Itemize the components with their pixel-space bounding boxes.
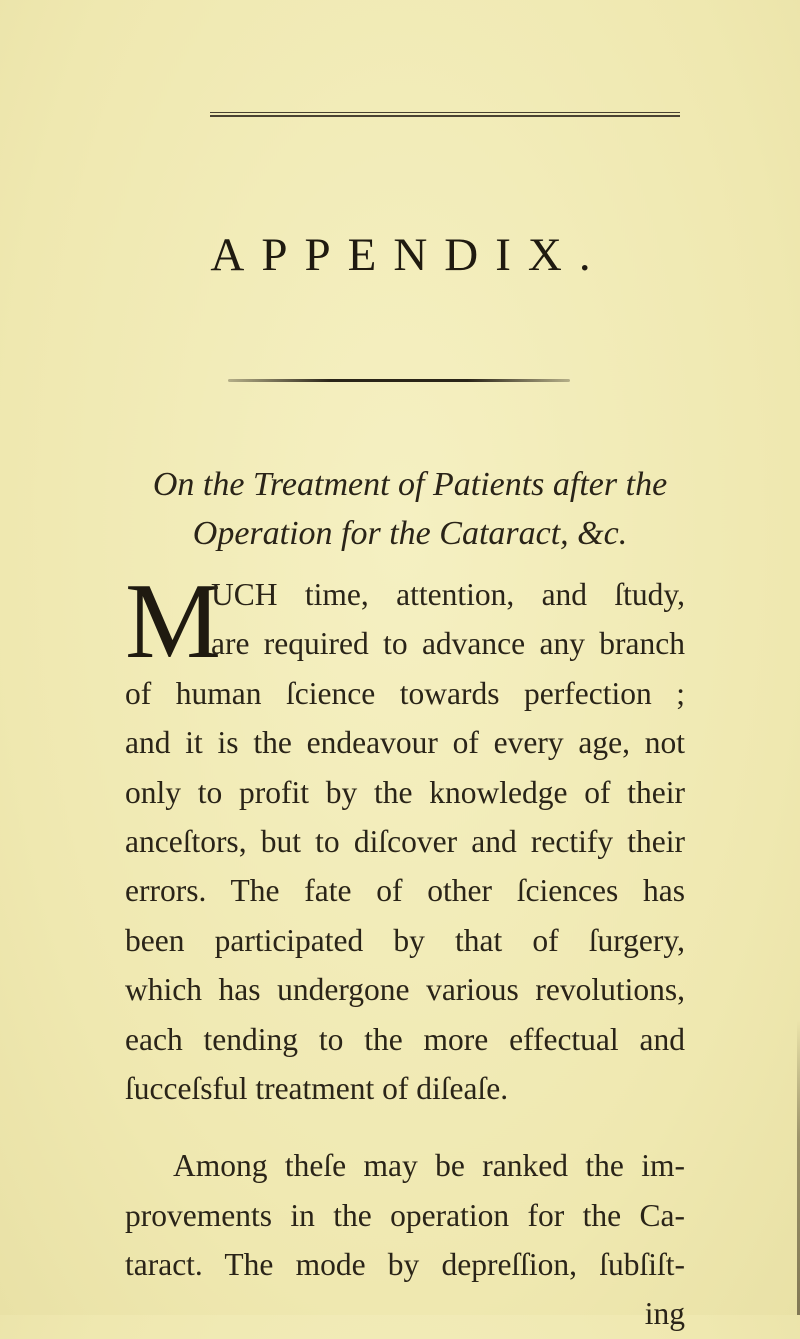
- text-line: and it is the endeavour of every age, not: [125, 725, 685, 761]
- text-line: anceſtors, but to diſcover and rectify their: [125, 823, 685, 859]
- subtitle-line-1: On the Treatment of Patients after the: [152, 466, 668, 503]
- section-subtitle: [110, 460, 710, 558]
- drop-cap: M: [125, 562, 222, 681]
- paragraph-gap: [125, 1113, 685, 1141]
- text-line: taract. The mode by depreſſion, ſubſiſt-: [125, 1247, 685, 1283]
- section-divider: [228, 379, 570, 382]
- body-text: [125, 562, 685, 1339]
- text-line: UCH time, attention, and ſtudy,: [211, 577, 685, 612]
- text-line: Among theſe may be ranked the im-: [173, 1148, 685, 1184]
- text-line: which has undergone various revolutions,: [125, 972, 685, 1008]
- text-line: each tending to the more effectual and: [125, 1021, 685, 1057]
- page-title: APPENDIX.: [210, 229, 608, 281]
- subtitle-line-2: Operation for the Cataract, &c.: [192, 515, 628, 552]
- text-line: of human ſcience towards perfection ;: [125, 675, 685, 711]
- text-line: only to profit by the knowledge of their: [125, 774, 685, 810]
- text-line: been participated by that of ſurgery,: [125, 922, 685, 958]
- paragraph-opening: [125, 562, 685, 681]
- text-line: ſucceſsful treatment of diſeaſe.: [125, 1070, 509, 1106]
- text-line: errors. The fate of other ſciences has: [125, 873, 685, 909]
- top-double-rule: [210, 112, 680, 117]
- text-line: are required to advance any branch: [211, 626, 685, 662]
- text-line: provements in the operation for the Ca-: [125, 1197, 685, 1233]
- catchword: ing: [644, 1296, 685, 1332]
